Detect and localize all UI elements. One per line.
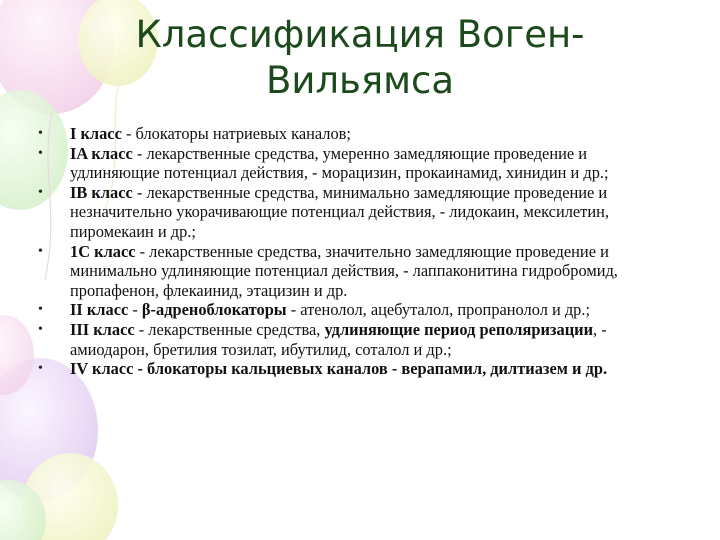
bullet: • <box>38 243 43 259</box>
list-item-class-i <box>38 124 678 144</box>
slide-title <box>40 12 680 104</box>
item-bold-text: удлиняющие период реполяризации <box>324 319 594 339</box>
item-text: - лекарственные средства, значительно замедляющие проведение и минимально удлиняющие потенциал действия, - лаппаконитина гидробромид, пропафенон, флекаинид, этацизин и др. <box>70 241 618 300</box>
bullet: • <box>38 184 43 200</box>
item-text: - лекарственные средства, умеренно замедляющие проведение и удлиняющие потенциал действия, - морацизин, прокаинамид, хинидин и др.; <box>70 143 609 183</box>
title-line-1: Классификация Воген- <box>135 13 585 56</box>
list-item-class-1c <box>38 242 678 301</box>
bullet: • <box>38 145 43 161</box>
item-text: - атенолол, ацебуталол, пропранолол и др.; <box>286 300 591 320</box>
class-label: IA класс <box>70 143 133 163</box>
bullet: • <box>38 361 43 377</box>
class-label: IV класс - блокаторы кальциевых каналов - верапамил, дилтиазем и др. <box>70 359 608 379</box>
item-text: - лекарственные средства, минимально замедляющие проведение и незначительно укорачивающие потенциал действия, - лидокаин, мексилетин, пиромекаин и др.; <box>70 182 609 241</box>
item-bold-text: β-адреноблокаторы <box>141 300 287 320</box>
item-text: - <box>128 300 142 320</box>
bullet: • <box>38 302 43 318</box>
class-label: I класс <box>70 124 122 143</box>
class-label: III класс <box>70 319 135 339</box>
classification-list <box>38 124 678 379</box>
list-item-class-iv <box>38 359 678 379</box>
list-item-class-ii <box>38 300 678 320</box>
class-label: IB класс <box>70 182 133 202</box>
class-label: II класс <box>70 300 129 320</box>
list-item-class-iii <box>38 320 678 359</box>
title-line-2: Вильямса <box>265 59 455 102</box>
bullet: • <box>38 126 43 141</box>
item-text: - блокаторы натриевых каналов; <box>121 124 351 143</box>
item-text: , - амиодарон, бретилия тозилат, ибутилид, соталол и др.; <box>70 319 607 359</box>
class-label: 1C класс <box>70 241 136 261</box>
list-item-class-ia <box>38 144 678 183</box>
item-text: - лекарственные средства, <box>134 319 325 339</box>
list-item-class-ib <box>38 183 678 242</box>
bullet: • <box>38 321 43 337</box>
